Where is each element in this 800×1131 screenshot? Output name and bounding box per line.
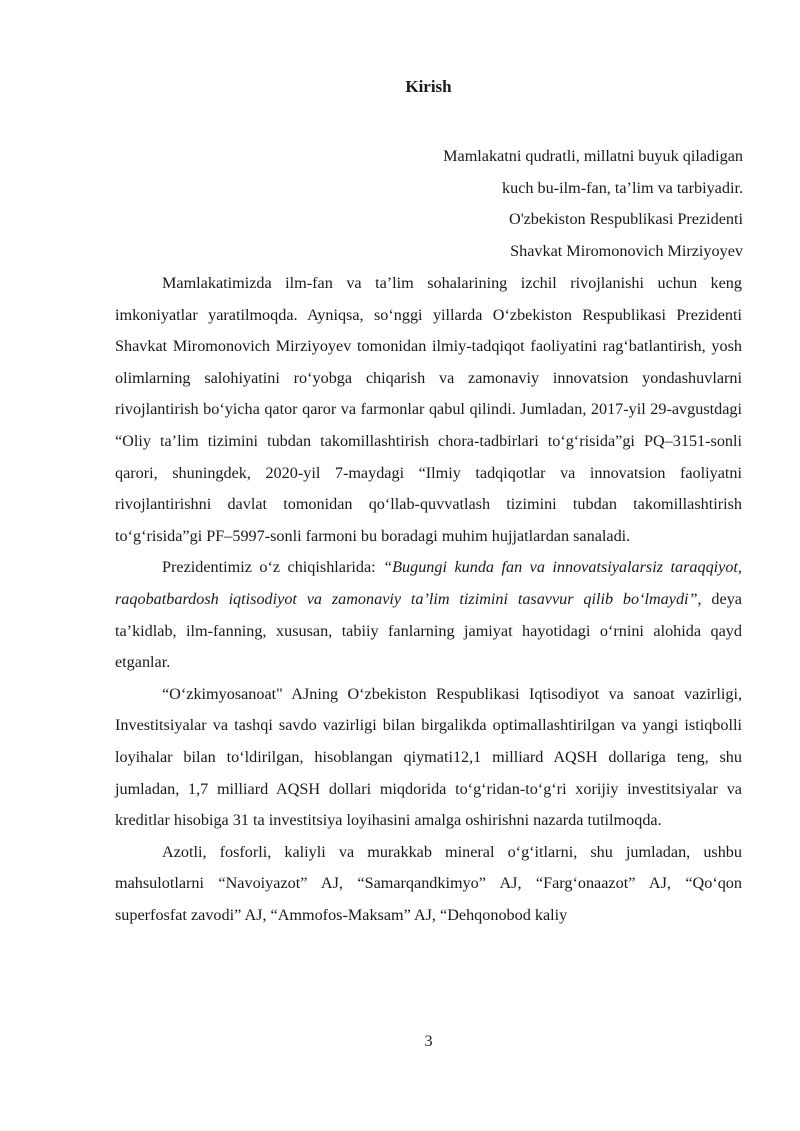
epigraph-author-name: Shavkat Miromonovich Mirziyoyev: [510, 241, 743, 260]
epigraph-line: Mamlakatni qudratli, millatni buyuk qiladigan: [443, 147, 743, 165]
paragraph-text: , deya ta’kidlab, ilm-fanning, xususan, tabiiy fanlarning jamiyat hayotidagi o‘rnini alohida qayd etganlar.: [115, 589, 742, 672]
epigraph-author-title: O'zbekiston Respublikasi Prezidenti: [509, 210, 743, 228]
quote-text: “Bugungi kunda fan va innovatsiyalarsiz taraqqiyot, raqobatbardosh iqtisodiyot va zamonaviy ta’lim tizimini tasavvur qilib bo‘lmaydi”: [115, 558, 742, 608]
paragraph: “O‘zkimyosanoat" AJning O‘zbekiston Respublikasi Iqtisodiyot va sanoat vazirligi, Investitsiyalar va tashqi savdo vazirligi bilan birgalikda optimallashtirilgan va yangi istiqbolli loyihalar bilan to‘ldirilgan, hisoblangan qiymati12,1 milliard AQSH dollariga teng, shu jumladan, 1,7 milliard AQSH dollari miqdorida to‘g‘ridan-to‘g‘ri xorijiy investitsiyalar va kreditlar hisobiga 31 ta investitsiya loyihasini amalga oshirishni nazarda tutilmoqda.: [115, 684, 742, 830]
paragraph: Azotli, fosforli, kaliyli va murakkab mineral o‘g‘itlarni, shu jumladan, ushbu mahsulotlarni “Navoiyazot” AJ, “Samarqandkimyo” AJ, “Farg‘onaazot” AJ, “Qo‘qon superfosfat zavodi” AJ, “Ammofos-Maksam” AJ, “Dehqonobod kaliy: [115, 842, 742, 924]
page-number: 3: [424, 1032, 433, 1050]
body-text: [115, 268, 742, 931]
epigraph: [323, 141, 743, 267]
paragraph: Mamlakatimizda ilm-fan va ta’lim sohalarining izchil rivojlanishi uchun keng imkoniyatlar yaratilmoqda. Ayniqsa, so‘nggi yillarda O‘zbekiston Respublikasi Prezidenti Shavkat Miromonovich Mirziyoyev tomonidan ilmiy-tadqiqot faoliyatini rag‘batlantirish, yosh olimlarning salohiyatini ro‘yobga chiqarish va zamonaviy innovatsion yondashuvlarni rivojlantirish bo‘yicha qator qaror va farmonlar qabul qilindi. Jumladan, 2017-yil 29-avgustdagi “Oliy ta’lim tizimini tubdan takomillashtirish chora-tadbirlari to‘g‘risida”gi PQ–3151-sonli qarori, shuningdek, 2020-yil 7-maydagi “Ilmiy tadqiqotlar va innovatsion faoliyatni rivojlantirishni davlat tomonidan qo‘llab-quvvatlash tizimini tubdan takomillashtirish to‘g‘risida”gi PF–5997-sonli farmoni bu boradagi muhim hujjatlardan sanaladi.: [115, 274, 742, 545]
paragraph: [115, 552, 742, 678]
paragraph-text: Prezidentimiz o‘z chiqishlarida:: [162, 558, 384, 577]
section-title: Kirish: [405, 77, 452, 96]
epigraph-line: kuch bu-ilm-fan, ta’lim va tarbiyadir.: [502, 178, 743, 197]
